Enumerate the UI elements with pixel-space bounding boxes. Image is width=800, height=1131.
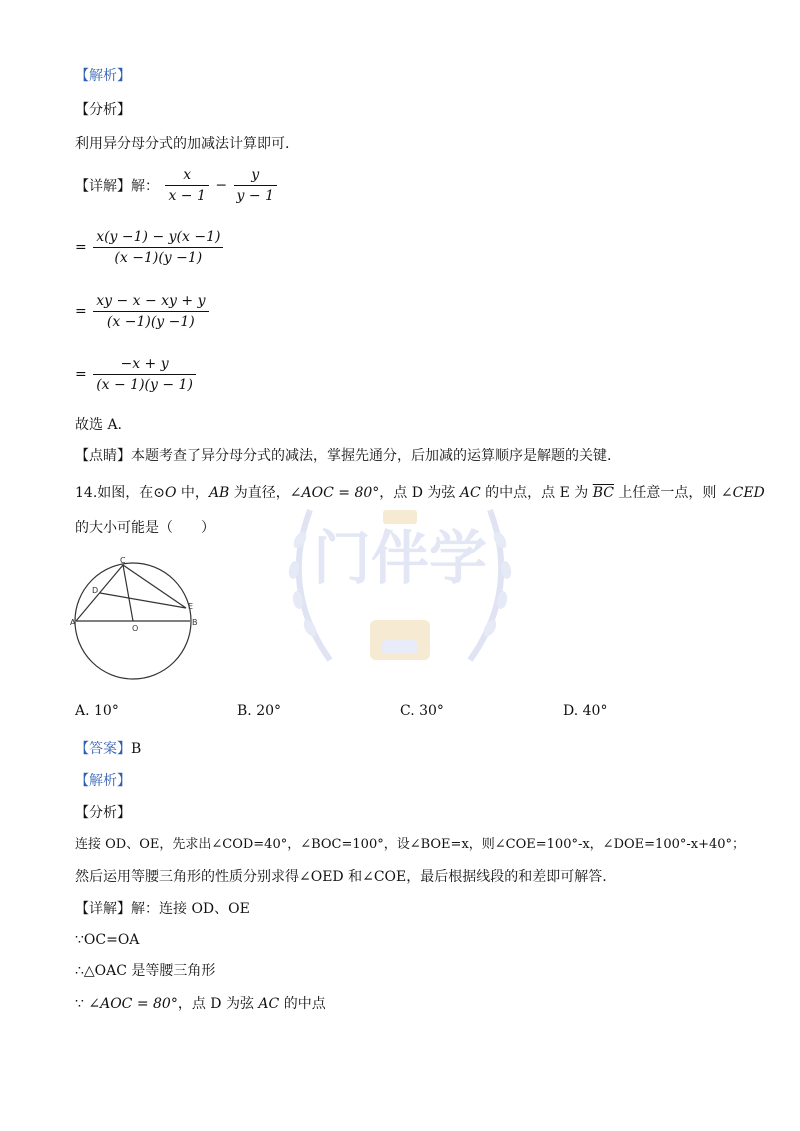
equation-given [75,166,279,205]
denominator: (x − 1)(y − 1) [96,377,193,393]
because-2 [75,995,326,1013]
option-B[interactable]: B. 20° [237,703,282,719]
angle-AOC: ∠AOC = 80° [88,996,178,1012]
chord-AC-label: AC [258,996,280,1012]
option-D[interactable]: D. 40° [563,703,608,719]
jiexi-label-2: 【解析】 [75,773,131,789]
fenxi-text-2-line1: 连接 OD、OE，先求出∠COD=40°，∠BOC=100°，设∠BOE=x，则∠COE=100°-x，∠DOE=100°-x+40°； [75,837,746,852]
answer [75,740,141,758]
q14-text: 为直径， [229,485,290,501]
numerator: x(y −1) − y(x −1) [93,228,223,248]
dianjing [75,447,611,465]
option-C[interactable]: C. 30° [400,703,444,719]
answer-value: B [131,741,142,757]
segment-OC [123,565,133,621]
segment-DE [100,593,186,608]
fenxi-label: 【分析】 [75,102,131,118]
geometry-figure [70,555,210,685]
select-answer: 故选 A. [75,417,123,433]
because-1: ∵OC=OA [75,932,140,948]
dianjing-label: 【点睛】 [75,448,131,464]
q14-text: 上任意一点，则 [613,485,721,501]
fraction-step3 [93,355,196,394]
jiexi-label: 【解析】 [75,68,131,84]
numerator: −x + y [93,355,196,375]
q14-arc-BC: $\overline{BC}$ [592,485,614,501]
watermark-logo [270,470,530,700]
equals-sign: = [75,366,87,383]
xiangjie-label: 【详解】解： [75,178,159,195]
denominator: (x −1)(y −1) [114,250,203,266]
numerator: x [165,166,208,186]
equals-sign: = [75,303,87,320]
xiangjie-2: 【详解】解：连接 OD、OE [75,901,250,917]
equation-step2 [75,292,211,331]
label-O: O [132,624,139,633]
equation-step1 [75,228,225,267]
fraction-x [165,166,208,205]
q14-text: ，点 D 为弦 [379,485,460,501]
denominator: x − 1 [168,188,206,204]
denominator: y − 1 [236,188,274,204]
q14-text: 中， [176,485,209,501]
fenxi-label-2: 【分析】 [75,805,131,821]
answer-label: 【答案】 [75,741,131,757]
therefore-1: ∴△OAC 是等腰三角形 [75,963,216,979]
fraction-step2 [93,292,208,331]
question-14-line2: 的大小可能是（ ） [75,520,215,536]
because-text: 的中点 [279,996,326,1012]
label-B: B [192,618,198,627]
question-14-line1 [75,484,765,502]
fraction-step1 [93,228,223,267]
dianjing-text: 本题考查了异分母分式的减法，掌握先通分，后加减的运算顺序是解题的关键. [131,448,612,464]
minus-sign: − [215,177,228,194]
q14-angle-AOC: ∠AOC = 80° [289,485,380,501]
fraction-y [234,166,277,205]
label-D: D [92,586,99,595]
label-C: C [120,556,126,565]
equation-step3 [75,355,198,394]
because-symbol: ∵ [75,996,89,1012]
q14-text: 14.如图，在⊙ [75,485,165,501]
q14-O: O [165,485,177,501]
q14-AB: AB [208,485,230,501]
segment-CE [123,565,186,608]
fenxi-text: 利用异分母分式的加减法计算即可. [75,136,290,152]
equals-sign: = [75,239,87,256]
numerator: xy − x − xy + y [93,292,208,312]
fenxi-text-2-line2: 然后运用等腰三角形的性质分别求得∠OED 和∠COE，最后根据线段的和差即可解答. [75,869,607,885]
q14-text: 的中点，点 E 为 [480,485,593,501]
q14-AC: AC [459,485,481,501]
watermark-text: 门伴学 [312,524,488,592]
q14-angle-CED: ∠CED [720,485,765,501]
because-text: ，点 D 为弦 [177,996,259,1012]
numerator: y [234,166,277,186]
label-A: A [70,618,76,627]
denominator: (x −1)(y −1) [106,314,195,330]
option-A[interactable]: A. 10° [75,703,119,719]
label-E: E [188,602,194,611]
